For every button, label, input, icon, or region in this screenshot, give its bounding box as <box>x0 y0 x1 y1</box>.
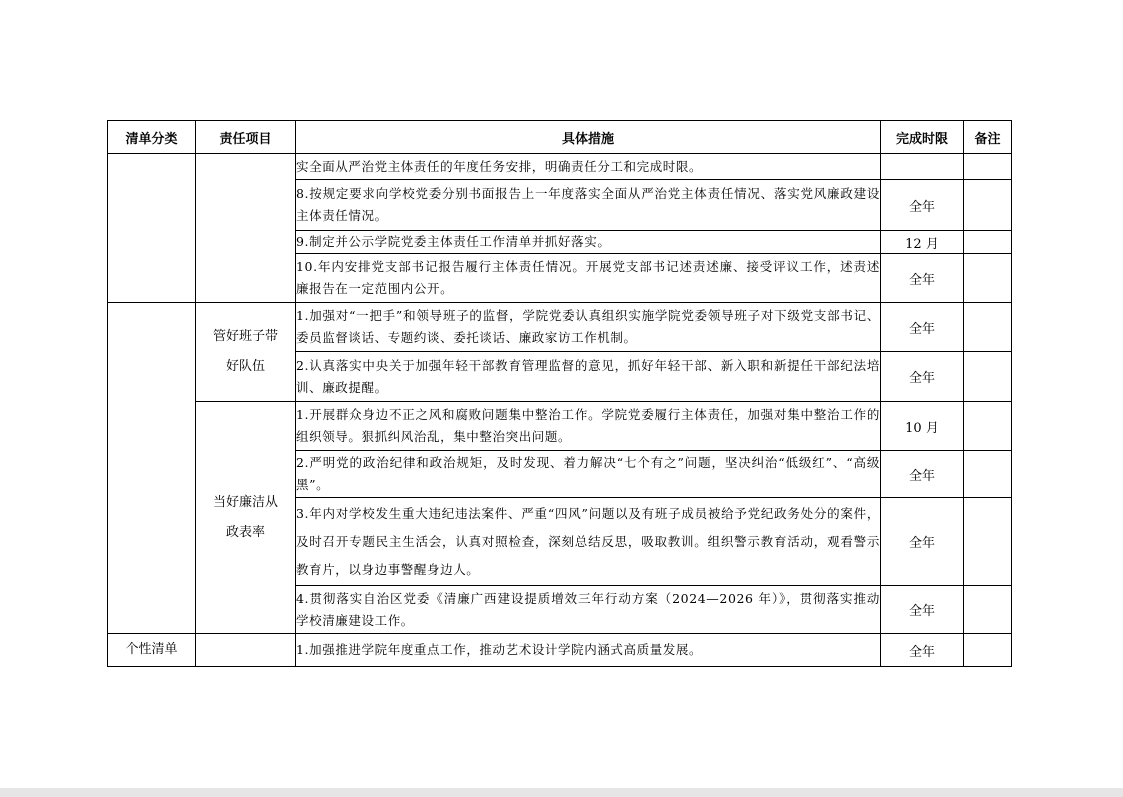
table-header-row <box>108 121 1012 154</box>
category-cell-empty <box>108 303 196 634</box>
note-cell <box>964 154 1012 180</box>
deadline-cell: 全年 <box>881 451 964 498</box>
header-category: 清单分类 <box>108 121 196 154</box>
table-row <box>108 154 1012 180</box>
deadline-cell: 全年 <box>881 498 964 586</box>
item-label: 当好廉洁从政表率 <box>212 494 278 540</box>
measure-cell: 9.制定并公示学院党委主体责任工作清单并抓好落实。 <box>296 231 881 254</box>
note-cell <box>964 451 1012 498</box>
deadline-cell: 全年 <box>881 352 964 402</box>
note-cell <box>964 402 1012 451</box>
deadline-cell: 全年 <box>881 586 964 634</box>
measure-cell: 8.按规定要求向学校党委分别书面报告上一年度落实全面从严治党主体责任情况、落实党风廉政建设主体责任情况。 <box>296 180 881 231</box>
item-cell-empty <box>196 154 296 303</box>
page-bottom-strip <box>0 788 1123 797</box>
note-cell <box>964 586 1012 634</box>
deadline-cell: 全年 <box>881 303 964 352</box>
deadline-cell: 12 月 <box>881 231 964 254</box>
measure-cell: 实全面从严治党主体责任的年度任务安排，明确责任分工和完成时限。 <box>296 154 881 180</box>
measure-cell: 1.加强推进学院年度重点工作，推动艺术设计学院内涵式高质量发展。 <box>296 634 881 667</box>
item-label: 管好班子带好队伍 <box>212 329 278 374</box>
header-deadline: 完成时限 <box>881 121 964 154</box>
note-cell <box>964 254 1012 303</box>
note-cell <box>964 352 1012 402</box>
item-cell <box>196 402 296 634</box>
category-cell-empty <box>108 154 196 303</box>
measure-cell: 1.开展群众身边不正之风和腐败问题集中整治工作。学院党委履行主体责任，加强对集中整治工作的组织领导。狠抓纠风治乱，集中整治突出问题。 <box>296 402 881 451</box>
note-cell <box>964 303 1012 352</box>
table-row <box>108 634 1012 667</box>
header-measure: 具体措施 <box>296 121 881 154</box>
header-item: 责任项目 <box>196 121 296 154</box>
deadline-cell: 10 月 <box>881 402 964 451</box>
note-cell <box>964 498 1012 586</box>
note-cell <box>964 180 1012 231</box>
deadline-cell: 全年 <box>881 634 964 667</box>
table-row <box>108 402 1012 451</box>
header-note: 备注 <box>964 121 1012 154</box>
note-cell <box>964 634 1012 667</box>
measure-cell: 3.年内对学校发生重大违纪违法案件、严重“四风”问题以及有班子成员被给予党纪政务处分的案件，及时召开专题民主生活会，认真对照检查，深刻总结反思，吸取教训。组织警示教育活动，观看警示教育片，以身边事警醒身边人。 <box>296 498 881 586</box>
item-cell-empty <box>196 634 296 667</box>
measure-cell: 4.贯彻落实自治区党委《清廉广西建设提质增效三年行动方案（2024—2026 年）》，贯彻落实推动学校清廉建设工作。 <box>296 586 881 634</box>
measure-cell: 1.加强对“一把手”和领导班子的监督，学院党委认真组织实施学院党委领导班子对下级党支部书记、委员监督谈话、专题约谈、委托谈话、廉政家访工作机制。 <box>296 303 881 352</box>
table-row <box>108 303 1012 352</box>
item-cell <box>196 303 296 402</box>
measure-cell: 2.认真落实中央关于加强年轻干部教育管理监督的意见，抓好年轻干部、新入职和新提任干部纪法培训、廉政提醒。 <box>296 352 881 402</box>
responsibility-table <box>107 120 1012 667</box>
deadline-cell: 全年 <box>881 180 964 231</box>
deadline-cell: 全年 <box>881 254 964 303</box>
category-cell: 个性清单 <box>108 634 196 667</box>
deadline-cell <box>881 154 964 180</box>
note-cell <box>964 231 1012 254</box>
measure-cell: 2.严明党的政治纪律和政治规矩，及时发现、着力解决“七个有之”问题，坚决纠治“低级红”、“高级黑”。 <box>296 451 881 498</box>
measure-cell: 10.年内安排党支部书记报告履行主体责任情况。开展党支部书记述责述廉、接受评议工作，述责述廉报告在一定范围内公开。 <box>296 254 881 303</box>
